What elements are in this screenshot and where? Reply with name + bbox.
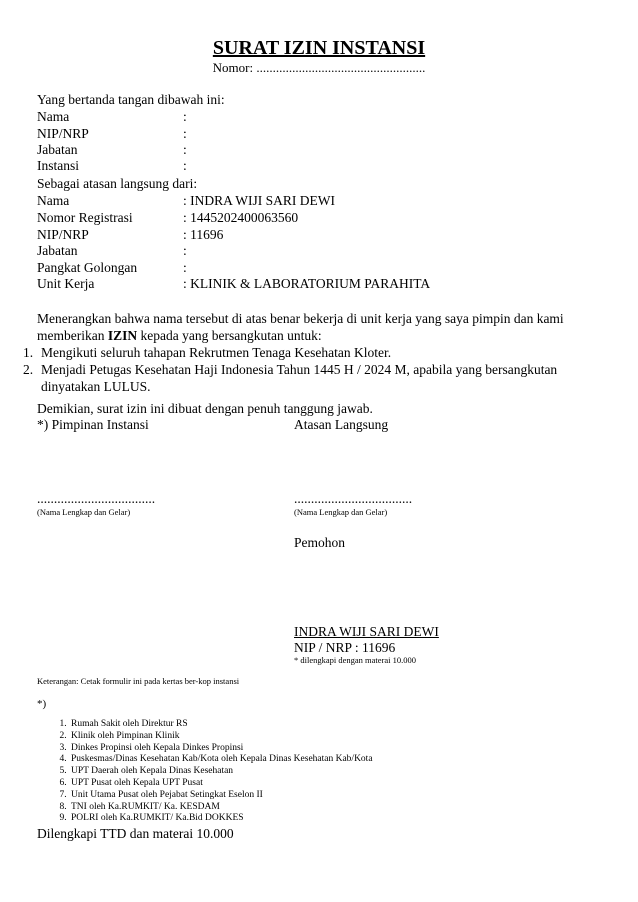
keterangan-note: Keterangan: Cetak formulir ini pada kertas ber-kop instansi: [37, 676, 240, 686]
right-signature-caption: (Nama Lengkap dan Gelar): [294, 507, 388, 517]
izin-bold-text: IZIN: [107, 328, 138, 343]
s2-value-nip: : 11696: [183, 227, 224, 242]
s2-value-unit: : KLINIK & LABORATORIUM PARAHITA: [183, 276, 431, 291]
permission-points-list: [23, 344, 623, 395]
list-item: 9. POLRI oleh Ka.RUMKIT/ Ka.Bid DOKKES: [69, 813, 373, 825]
list-item: 7. Unit Utama Pusat oleh Pejabat Setingkat Eselon II: [69, 790, 373, 802]
s1-label-jabatan: Jabatan: [37, 142, 78, 157]
pemohon-title: Pemohon: [294, 535, 346, 550]
s1-value-nip: :: [183, 126, 187, 141]
list-item: 8. TNI oleh Ka.RUMKIT/ Ka. KESDAM: [69, 802, 373, 814]
materai-note: * dilengkapi dengan materai 10.000: [294, 655, 417, 665]
point-number: 1.: [23, 345, 34, 360]
pemohon-nip: NIP / NRP : 11696: [294, 640, 396, 655]
list-item: 4. Puskesmas/Dinas Kesehatan Kab/Kota oleh Kepala Dinas Kesehatan Kab/Kota: [69, 754, 373, 766]
s2-value-jabatan: :: [183, 243, 187, 258]
s2-label-nama: Nama: [37, 193, 70, 208]
pemohon-name: INDRA WIJI SARI DEWI: [294, 624, 439, 639]
left-signature-title: *) Pimpinan Instansi: [37, 417, 149, 432]
paragraph-line-2-post: kepada yang bersangkutan untuk:: [137, 328, 322, 343]
section2-intro: Sebagai atasan langsung dari:: [37, 176, 198, 191]
s1-value-jabatan: :: [183, 142, 187, 157]
list-item: 3. Dinkes Propinsi oleh Kepala Dinkes Propinsi: [69, 743, 373, 755]
body-paragraph: [37, 310, 607, 344]
list-item: 2. Klinik oleh Pimpinan Klinik: [69, 731, 373, 743]
s1-label-nip: NIP/NRP: [37, 126, 89, 141]
point-number: 2.: [23, 362, 34, 377]
s2-label-registrasi: Nomor Registrasi: [37, 210, 133, 225]
s2-value-pangkat: :: [183, 260, 187, 275]
s1-value-instansi: :: [183, 158, 187, 173]
s1-label-nama: Nama: [37, 109, 70, 124]
s2-value-nama: : INDRA WIJI SARI DEWI: [183, 193, 335, 208]
right-signature-line: ...................................: [294, 491, 413, 506]
list-item: 5. UPT Daerah oleh Kepala Dinas Kesehatan: [69, 766, 373, 778]
asterisk-marker: *): [37, 698, 47, 710]
document-title: SURAT IZIN INSTANSI: [212, 37, 426, 59]
right-signature-title: Atasan Langsung: [294, 417, 389, 432]
paragraph-line-2-pre: memberikan: [37, 328, 108, 343]
point-text: Mengikuti seluruh tahapan Rekrutmen Tenaga Kesehatan Kloter.: [41, 345, 392, 360]
footer-note: Dilengkapi TTD dan materai 10.000: [37, 826, 234, 841]
s1-value-nama: :: [183, 109, 187, 124]
section1-intro: Yang bertanda tangan dibawah ini:: [37, 92, 225, 107]
authority-list: [37, 719, 373, 825]
permission-point: [23, 344, 623, 361]
closing-statement: Demikian, surat izin ini dibuat dengan penuh tanggung jawab.: [37, 401, 373, 416]
left-signature-caption: (Nama Lengkap dan Gelar): [37, 507, 131, 517]
s2-value-registrasi: : 1445202400063560: [183, 210, 299, 225]
s1-label-instansi: Instansi: [37, 158, 79, 173]
permission-point: [23, 361, 581, 395]
point-text: Menjadi Petugas Kesehatan Haji Indonesia Tahun 1445 H / 2024 M, apabila yang bersangkutan dinyatakan LULUS.: [41, 362, 558, 394]
s2-label-nip: NIP/NRP: [37, 227, 89, 242]
s2-label-pangkat: Pangkat Golongan: [37, 260, 138, 275]
s2-label-jabatan: Jabatan: [37, 243, 78, 258]
document-number: Nomor: ....................................................: [212, 60, 426, 75]
list-item: 1. Rumah Sakit oleh Direktur RS: [69, 719, 373, 731]
s2-label-unit: Unit Kerja: [37, 276, 95, 291]
paragraph-line-1: Menerangkan bahwa nama tersebut di atas benar bekerja di unit kerja yang saya pimpin dan kami: [37, 311, 564, 326]
left-signature-line: ...................................: [37, 491, 156, 506]
list-item: 6. UPT Pusat oleh Kepala UPT Pusat: [69, 778, 373, 790]
